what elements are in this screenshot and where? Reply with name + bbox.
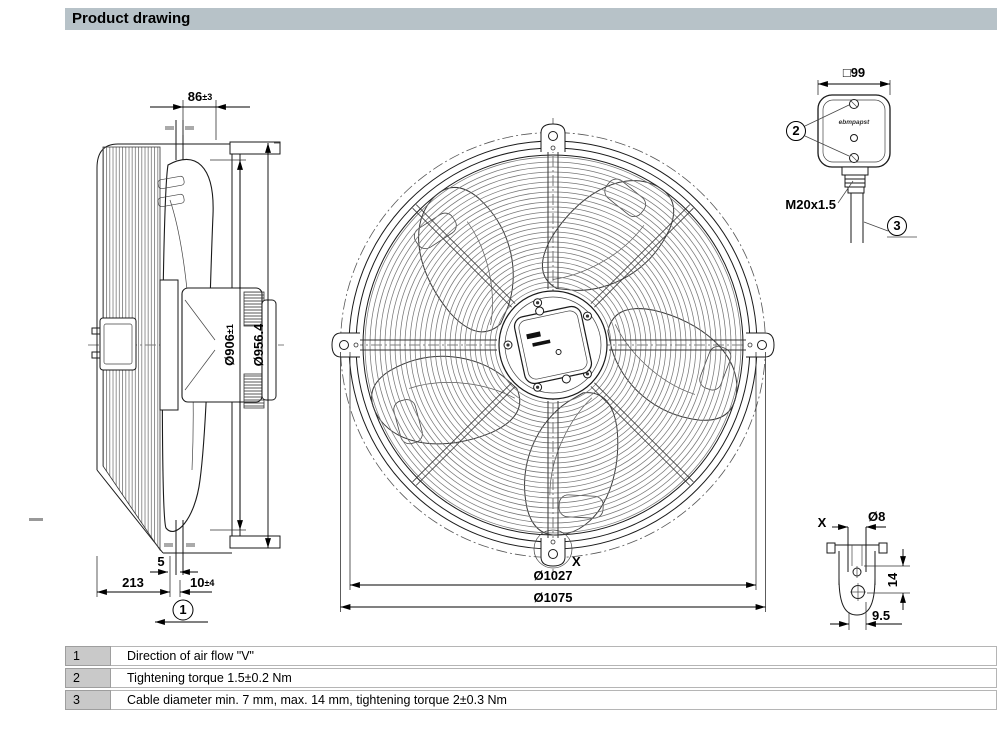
lug-ear-left <box>827 543 835 553</box>
dim-depth-label: 86±3 <box>187 89 213 104</box>
detail-x-marker: X <box>572 554 581 569</box>
dim-depth-x-label: 14 <box>885 572 900 588</box>
gland-thread-label: M20x1.5 <box>785 197 836 212</box>
terminal-box-detail <box>785 65 917 243</box>
legend-row <box>65 668 997 688</box>
side-view <box>88 89 284 622</box>
blade-pad <box>559 494 604 518</box>
gland-flange <box>842 167 868 175</box>
legend-text-1: Direction of air flow "V" <box>111 646 997 666</box>
stud-mark <box>185 126 194 130</box>
dim-hole-label: Ø8 <box>868 509 886 524</box>
grille-strut <box>591 383 694 486</box>
lug-hole <box>758 341 767 350</box>
grille-strut <box>413 205 516 308</box>
brand-logo: ebmpapst <box>838 119 870 126</box>
motor-ribs <box>244 374 264 408</box>
callout-2-label: 2 <box>792 123 800 138</box>
lug-ear-right <box>879 543 887 553</box>
mounting-lug <box>541 538 565 566</box>
mounting-lug <box>541 124 565 152</box>
dim-protrusion-label: 10±4 <box>190 575 215 590</box>
legend-row <box>65 646 997 666</box>
blade-pad <box>697 344 733 393</box>
detail-x-title: X <box>817 515 827 530</box>
terminal-box-side <box>100 318 136 370</box>
legend-text-3: Cable diameter min. 7 mm, max. 14 mm, tightening torque 2±0.3 Nm <box>111 690 997 710</box>
page-title: Product drawing <box>72 10 191 27</box>
stud-mark <box>165 126 174 130</box>
lug-hole <box>549 550 558 559</box>
detail-x <box>818 509 910 630</box>
ring-flange-bottom <box>230 536 280 548</box>
stud-mark <box>186 543 195 547</box>
dim-square-label: □99 <box>842 65 866 80</box>
legend-num-3: 3 <box>65 690 111 710</box>
mounting-lug <box>746 333 774 357</box>
grille-strut <box>413 383 516 486</box>
dim-offset-label: 9.5 <box>872 608 891 623</box>
mounting-lug <box>332 333 360 357</box>
dim-hub-label: 5 <box>157 554 165 569</box>
grille-strut <box>591 205 694 308</box>
legend-num-1: 1 <box>65 646 111 666</box>
lug-hole <box>340 341 349 350</box>
legend-text-2: Tightening torque 1.5±0.2 Nm <box>111 668 997 688</box>
hub-plate <box>160 280 178 410</box>
lug-hole <box>549 132 558 141</box>
callout-3-label: 3 <box>893 218 901 233</box>
lug-bottom <box>839 578 875 615</box>
stud-mark <box>164 543 173 547</box>
dim-outer-dia-label: Ø1075 <box>533 590 573 605</box>
legend-row <box>65 690 997 710</box>
front-view <box>332 118 774 612</box>
ring-flange-top <box>230 142 280 154</box>
gland-nut <box>845 175 865 187</box>
legend-table <box>65 646 997 712</box>
dim-ring-dia-label: Ø956.4 <box>251 323 266 367</box>
callout-1-label: 1 <box>179 602 187 617</box>
dim-length-label: 213 <box>122 575 144 590</box>
motor-ribs <box>244 292 264 326</box>
dim-inner-dia-label: Ø1027 <box>533 568 573 583</box>
dim-blade-dia-label: Ø906±1 <box>222 324 237 366</box>
legend-num-2: 2 <box>65 668 111 688</box>
